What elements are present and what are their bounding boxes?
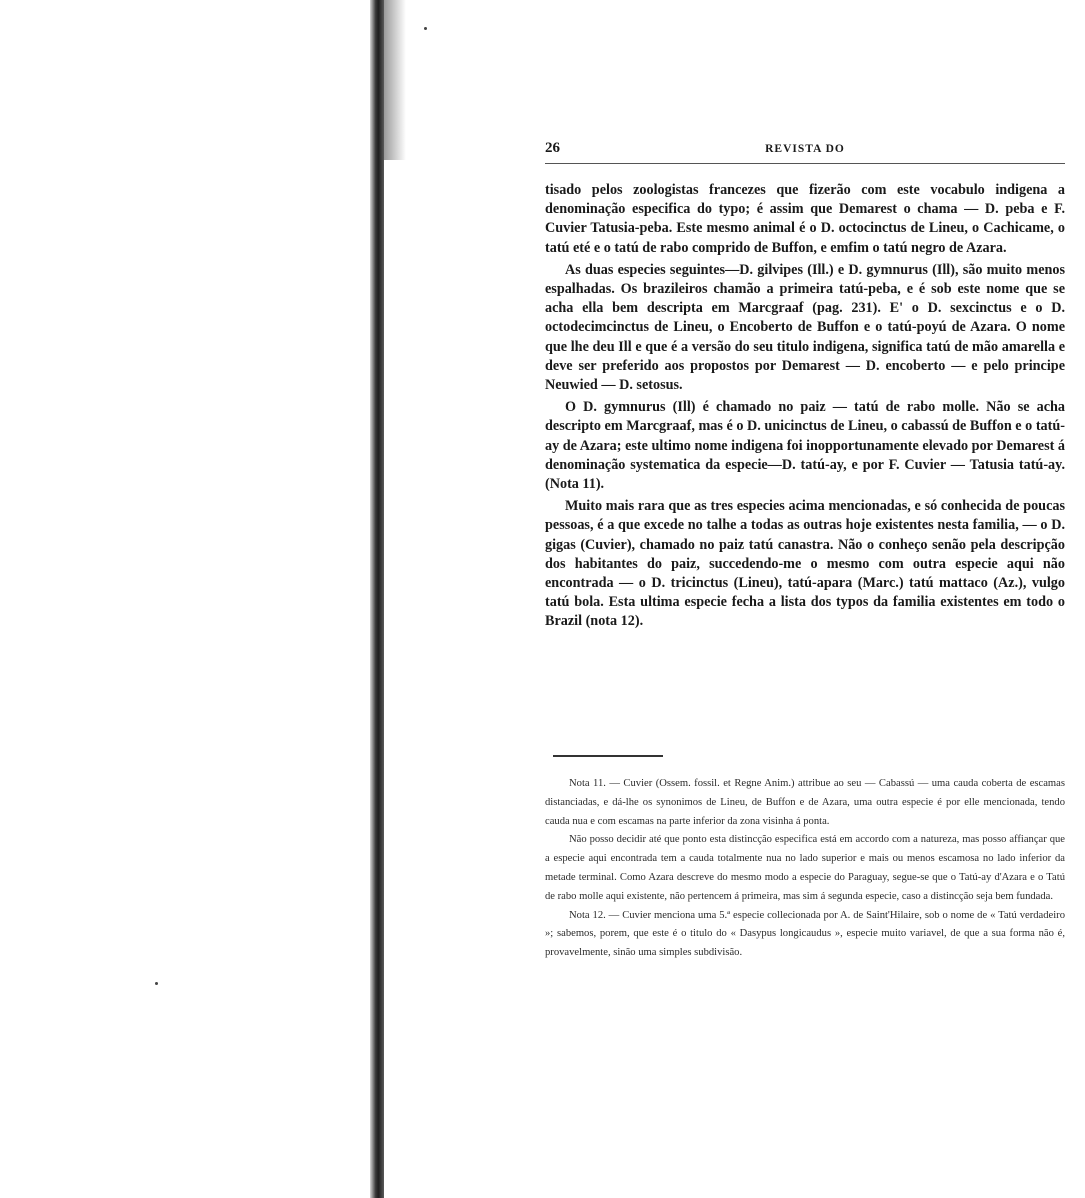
gutter-shadow <box>384 0 406 160</box>
paragraph: tisado pelos zoologistas francezes que fizerão com este vocabulo indigena a denominação especifica do typo; é assim que Demarest o chama — D. peba e F. Cuvier Tatusia-peba. Este mesmo animal é o D. octocinctus de Lineu, o Cachicame, o tatú eté e o tatú de rabo comprido de Buffon, e emfim o tatú negro de Azara. <box>545 182 1065 256</box>
scan-speck <box>155 982 158 985</box>
paragraph: Muito mais rara que as tres especies acima mencionadas, e só conhecida de poucas pessoas, é a que excede no talhe a todas as outras hoje existentes nesta familia, — o D. gigas (Cuvier), chamado no paiz tatú canastra. Não o conheço senão pela descripção dos habitantes do paiz, succedendo-me o mesmo com outra especie aqui não encontrada — o D. tricinctus (Lineu), tatú-apara (Marc.) tatú mattaco (Az.), vulgo tatú bola. Esta ultima especie fecha a lista dos typos da familia existentes em todo o Brazil (nota 12). <box>545 498 1065 630</box>
paragraph: O D. gymnurus (Ill) é chamado no paiz — tatú de rabo molle. Não se acha descripto em Marcgraaf, mas é o D. unicinctus de Lineu, o cabassú de Buffon e o tatú-ay de Azara; este ultimo nome indigena foi inopportunamente elevado por Demarest á denominação systematica da especie—D. tatú-ay, e por F. Cuvier — Tatusia tatú-ay. (Nota 11). <box>545 399 1065 493</box>
page-gutter <box>370 0 384 1198</box>
paragraph: As duas especies seguintes—D. gilvipes (Ill.) e D. gymnurus (Ill), são muito menos espalhadas. Os brazileiros chamão a primeira tatú-peba, e é sob este nome que se acha ella bem descripta em Marcgraaf (pag. 231). E' o D. sexcinctus e o D. octodecimcinctus de Lineu, o Encoberto de Buffon e o tatú-poyú de Azara. O nome que lhe deu Ill e que é a versão do seu titulo indigena, significa tatú de mão amarella e deve ser preferido aos propostos por Demarest — D. encoberto — e pelo principe Neuwied — D. setosus. <box>545 261 1065 394</box>
footnote: Nota 11. — Cuvier (Ossem. fossil. et Regne Anim.) attribue ao seu — Cabassú — uma cauda coberta de escamas distanciadas, e dá-lhe os synonimos de Lineu, de Buffon e de Azara, uma outra especie é por elle mencionada, tendo cauda nua e com escamas na parte inferior da zona visinha á ponta. <box>545 778 1065 827</box>
page-number: 26 <box>545 140 560 156</box>
header-rule <box>545 163 1065 164</box>
page-header <box>545 138 1065 164</box>
footnote-rule <box>553 755 663 757</box>
running-head: REVISTA DO <box>765 143 845 155</box>
footnotes <box>545 775 1065 963</box>
footnote: Nota 12. — Cuvier menciona uma 5.ª especie collecionada por A. de Saint'Hilaire, sob o nome de « Tatú verdadeiro »; sabemos, porem, que este é o titulo do « Dasypus longicaudus », especie muito variavel, de que a sua forma não é, provavelmente, sinão uma simples subdivisão. <box>545 909 1065 959</box>
scan-speck <box>424 27 427 30</box>
footnote: Não posso decidir até que ponto esta distincção especifica está em accordo com a natureza, mas posso affiançar que a especie aqui encontrada tem a cauda totalmente nua no lado superior e mais ou menos escamosa no lado inferior da metade terminal. Como Azara descreve do mesmo modo a especie do Paraguay, segue-se que o Tatú-ay d'Azara e o Tatú de rabo molle aqui existente, não pertencem á primeira, mas sim á segunda especie, caso a distincção seja bem fundada. <box>545 834 1065 902</box>
body-text <box>545 181 1065 635</box>
